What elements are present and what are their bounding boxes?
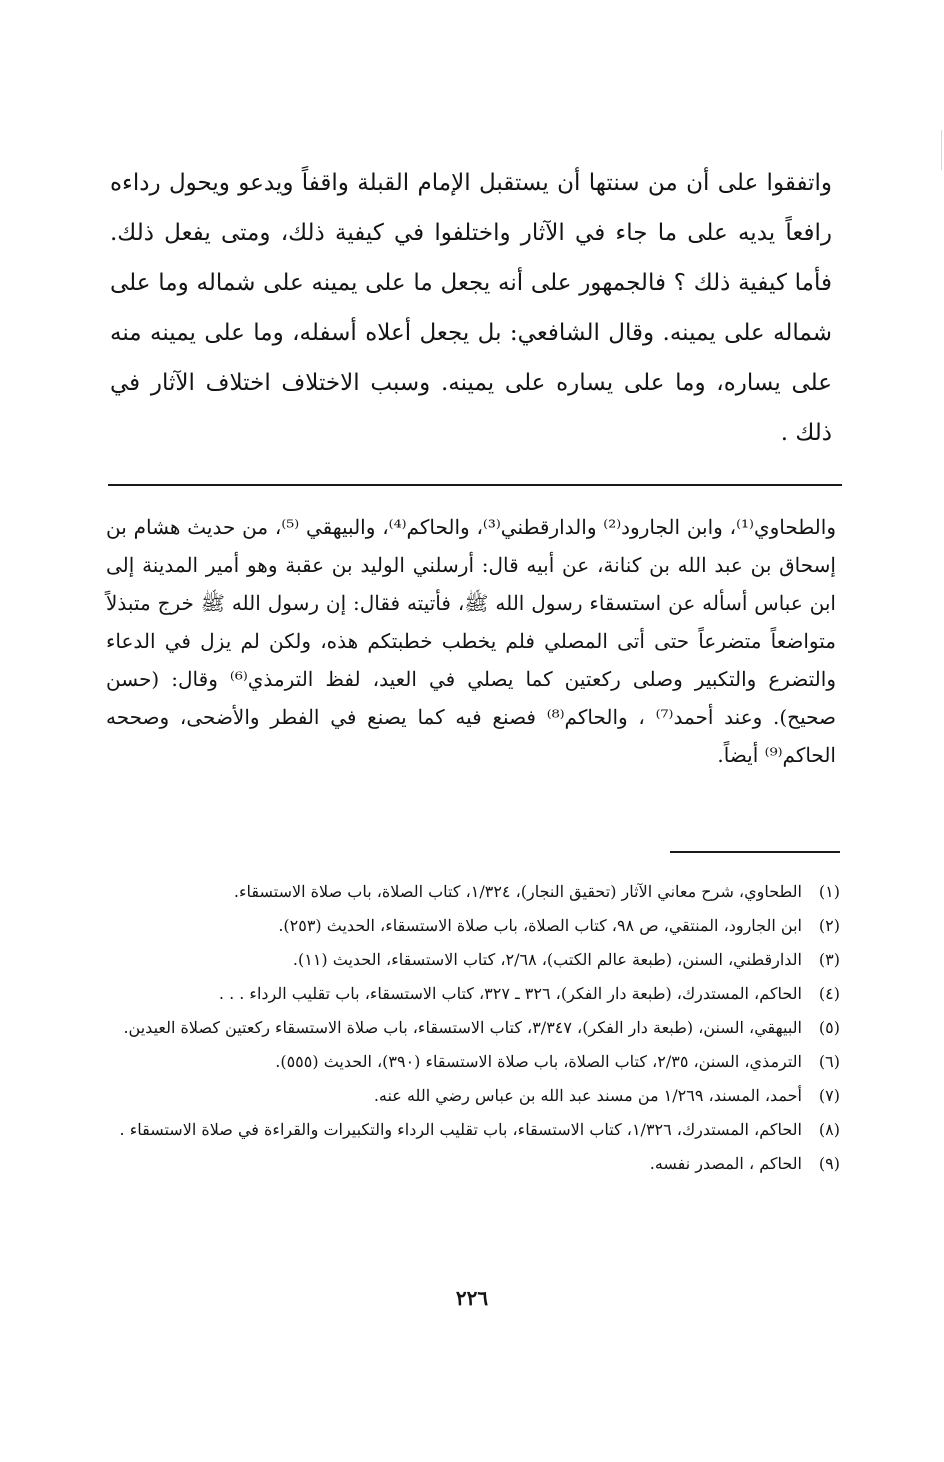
footnote-text: الحاكم، المستدرك، (طبعة دار الفكر)، ٣٢٦ ـ ٣٢٧، كتاب الاستسقاء، باب تقليب الرداء . . . [218,984,802,1003]
footnote-number: (٣) [818,950,840,969]
footnote-number: (٤) [818,984,840,1003]
footnote-text: أحمد، المسند، ١/٢٦٩ من مسند عبد الله بن عباس رضي الله عنه. [373,1086,802,1105]
footnote-item [110,1149,840,1179]
scan-edge-mark [941,130,942,170]
page-number: ٢٢٦ [455,1286,489,1310]
main-text-block [110,158,832,458]
footnote-continuation [106,508,836,774]
footnote-number: (٢) [818,916,840,935]
footnote-number: (٩) [818,1154,840,1173]
footnote-text: البيهقي، السنن، (طبعة دار الفكر)، ٣/٣٤٧، كتاب الاستسقاء، باب صلاة الاستسقاء ركعتين كصلاة العيدين. [123,1018,802,1037]
footnote-item [110,945,840,975]
footnote-item [110,1013,840,1043]
footnote-item [110,979,840,1009]
footnote-text: الطحاوي، شرح معاني الآثار (تحقيق النجار)، ١/٣٢٤، كتاب الصلاة، باب صلاة الاستسقاء. [233,882,802,901]
footnote-number: (٥) [818,1018,840,1037]
footnote-number: (٦) [818,1052,840,1071]
footnote-text: الترمذي، السنن، ٢/٣٥، كتاب الصلاة، باب صلاة الاستسقاء (٣٩٠)، الحديث (٥٥٥). [275,1052,802,1071]
footnote-text: الحاكم، المستدرك، ١/٣٢٦، كتاب الاستسقاء، باب تقليب الرداء والتكبيرات والقراءة في صلاة الاستسقاء . [119,1120,802,1139]
continuation-paragraph: والطحاوي⁽¹⁾، وابن الجارود⁽²⁾ والدارقطني⁽³⁾، والحاكم⁽⁴⁾، والبيهقي ⁽⁵⁾، من حديث هشام بن إسحاق بن عبد الله بن كنانة، عن أبيه قال: أرسلني الوليد بن عقبة وهو أمير المدينة إلى ابن عباس أسأله عن استسقاء رسول الله ﷺ، فأتيته فقال: إن رسول الله ﷺ خرج متبذلاً متواضعاً متضرعاً حتى أتى المصلي فلم يخطب خطبتكم هذه، ولكن لم يزل في الدعاء والتضرع والتكبير وصلى ركعتين كما يصلي في العيد، لفظ الترمذي⁽⁶⁾ وقال: (حسن صحيح). وعند أحمد⁽⁷⁾ ، والحاكم⁽⁸⁾ فصنع فيه كما يصنع في الفطر والأضحى، وصححه الحاكم⁽⁹⁾ أيضاً. [106,515,837,767]
section-divider [108,484,842,486]
footnote-list [110,877,840,1183]
footnote-text: الحاكم ، المصدر نفسه. [649,1154,802,1173]
footnote-text: الدارقطني، السنن، (طبعة عالم الكتب)، ٢/٦٨، كتاب الاستسقاء، الحديث (١١). [292,950,802,969]
footnote-item [110,1115,840,1145]
footnote-number: (١) [818,882,840,901]
footnote-divider [670,851,840,853]
footnote-item [110,911,840,941]
footnote-number: (٧) [818,1086,840,1105]
footnote-item [110,1047,840,1077]
footnote-item [110,877,840,907]
main-paragraph: واتفقوا على أن من سنتها أن يستقبل الإمام القبلة واقفاً ويدعو ويحول رداءه رافعاً يديه على ما جاء في الآثار واختلفوا في كيفية ذلك، ومتى يفعل ذلك. فأما كيفية ذلك ؟ فالجمهور على أنه يجعل ما على يمينه على شماله وما على شماله على يمينه. وقال الشافعي: بل يجعل أعلاه أسفله، وما على يمينه منه على يساره، وما على يساره على يمينه. وسبب الاختلاف اختلاف الآثار في ذلك . [110,170,832,446]
footnote-text: ابن الجارود، المنتقي، ص ٩٨، كتاب الصلاة، باب صلاة الاستسقاء، الحديث (٢٥٣). [278,916,802,935]
footnote-item [110,1081,840,1111]
footnote-number: (٨) [818,1120,840,1139]
